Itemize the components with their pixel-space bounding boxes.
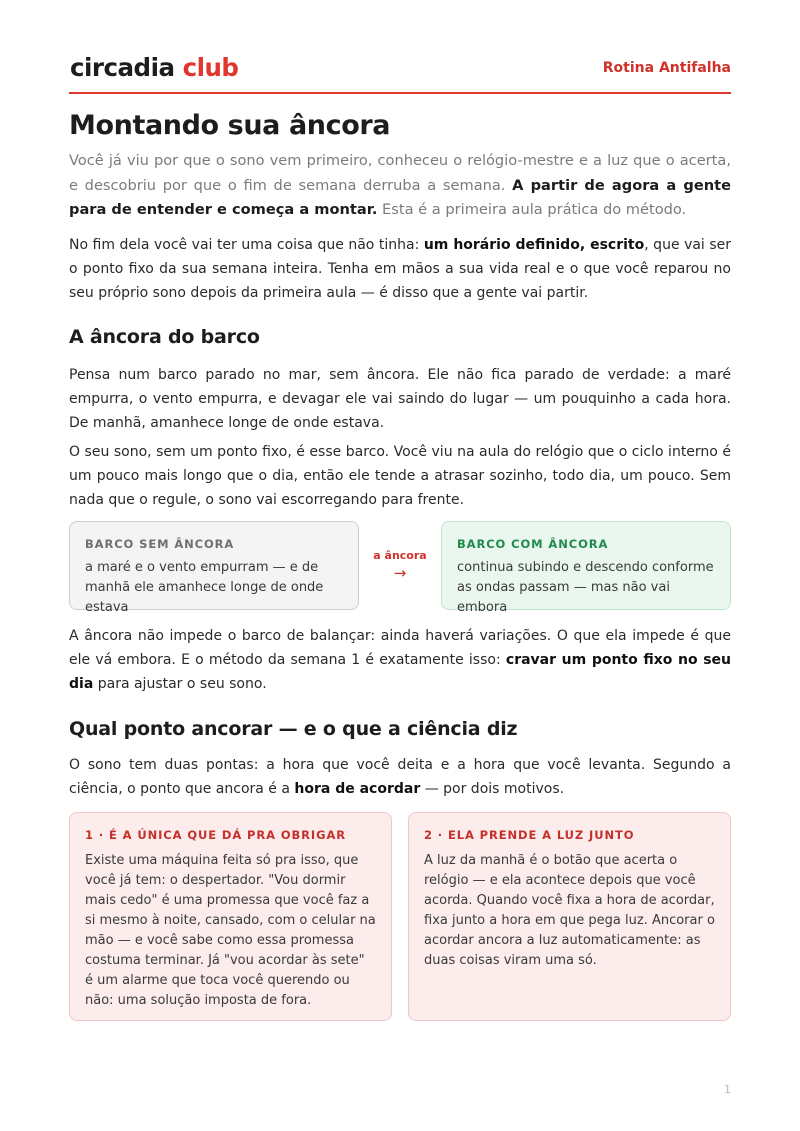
page-title: Montando sua âncora xyxy=(69,110,391,141)
comparison-right-title: BARCO COM ÂNCORA xyxy=(457,537,609,551)
comparison-with-anchor xyxy=(441,521,731,615)
intro-p2-emphasis: um horário definido, escrito xyxy=(423,237,645,253)
reason-card-2 xyxy=(408,812,731,1021)
comparison-left-title: BARCO SEM ÂNCORA xyxy=(85,537,235,551)
lead-emphasis: A partir de agora a gente para de entender e começa a montar. xyxy=(69,176,731,218)
intro-p2-text-a: No fim dela você vai ter uma coisa que não tinha: xyxy=(69,237,424,253)
reason-card-1-title: 1 · É A ÚNICA QUE DÁ PRA OBRIGAR xyxy=(85,828,347,842)
logo-accent: club xyxy=(182,53,239,82)
section2-p1-text-a: O sono tem duas pontas: a hora que você deita e a hora que você levanta. Segundo a ciência, o ponto que ancora é a xyxy=(69,757,731,797)
section2-paragraph-1 xyxy=(69,753,731,801)
intro-lead xyxy=(69,149,731,223)
page-header xyxy=(69,52,731,94)
lead-text-1: Você já viu por que o sono vem primeiro, conheceu o relógio-mestre e a luz que o acerta, e descobriu por que o fim de semana derruba a semana. xyxy=(69,152,731,194)
comparison-without-anchor xyxy=(69,521,359,615)
comparison-left-text: a maré e o vento empurram — e de manhã ele amanhece longe de onde estava xyxy=(85,560,324,615)
logo-main: circadia xyxy=(70,53,175,82)
comparison-right-text: continua subindo e descendo conforme as ondas passam — mas não vai embora xyxy=(457,560,714,615)
arrow-right-icon: → xyxy=(393,564,407,582)
section1-p3-emphasis: cravar um ponto fixo no seu dia xyxy=(69,652,732,692)
section2-p1-text-b: — por dois motivos. xyxy=(420,781,565,797)
intro-paragraph xyxy=(69,233,731,305)
section-heading-anchor: A âncora do barco xyxy=(69,326,260,348)
reason-card-1 xyxy=(69,812,392,1021)
section1-paragraph-2: O seu sono, sem um ponto fixo, é esse barco. Você viu na aula do relógio que o ciclo interno é um pouco mais longo que o dia, então ele tende a atrasar sozinho, todo dia, um pouco. Sem nada que o regule, o sono vai escorregando para frente. xyxy=(69,444,731,508)
section2-p1-emphasis: hora de acordar xyxy=(294,781,421,797)
comparison-connector-label: a âncora xyxy=(373,549,427,562)
section-heading-science: Qual ponto ancorar — e o que a ciência diz xyxy=(69,718,518,740)
section1-p3-text-a: A âncora não impede o barco de balançar: ainda haverá variações. O que ela impede é que ele vá embora. E o método da semana 1 é exatamente isso: xyxy=(69,628,731,668)
section1-paragraph-3 xyxy=(69,624,731,696)
intro-p2-text-b: , que vai ser o ponto fixo da sua semana inteira. Tenha em mãos a sua vida real e o que você reparou no seu próprio sono depois da primeira aula — é disso que a gente vai partir. xyxy=(69,237,731,301)
lead-text-2: Esta é a primeira aula prática do método. xyxy=(377,201,687,218)
comparison-connector xyxy=(359,548,441,582)
reason-card-1-text: Existe uma máquina feita só pra isso, que você já tem: o despertador. "Vou dormir mais cedo" é uma promessa que você faz a si mesmo à noite, cansado, com o celular na mão — e você sabe como essa promessa costuma terminar. Já "vou acordar às sete" é um alarme que toca você querendo ou não: uma solução imposta de fora. xyxy=(85,853,376,1008)
page-number: 1 xyxy=(724,1083,731,1096)
series-title: Rotina Antifalha xyxy=(602,60,731,76)
reason-card-2-text: A luz da manhã é o botão que acerta o relógio — e ela acontece depois que você acorda. Quando você fixa a hora de acordar, fixa junto a hora em que pega luz. Ancorar o acordar ancora a luz automaticamente: as duas coisas viram uma só. xyxy=(424,853,715,968)
section1-paragraph-1: Pensa num barco parado no mar, sem âncora. Ele não fica parado de verdade: a maré empurra, o vento empurra, e devagar ele vai saindo do lugar — um pouquinho a cada hora. De manhã, amanhece longe de onde estava. xyxy=(69,367,731,431)
section1-p3-text-b: para ajustar o seu sono. xyxy=(93,676,267,692)
brand-logo xyxy=(70,54,238,82)
reason-card-2-title: 2 · ELA PRENDE A LUZ JUNTO xyxy=(424,828,635,842)
